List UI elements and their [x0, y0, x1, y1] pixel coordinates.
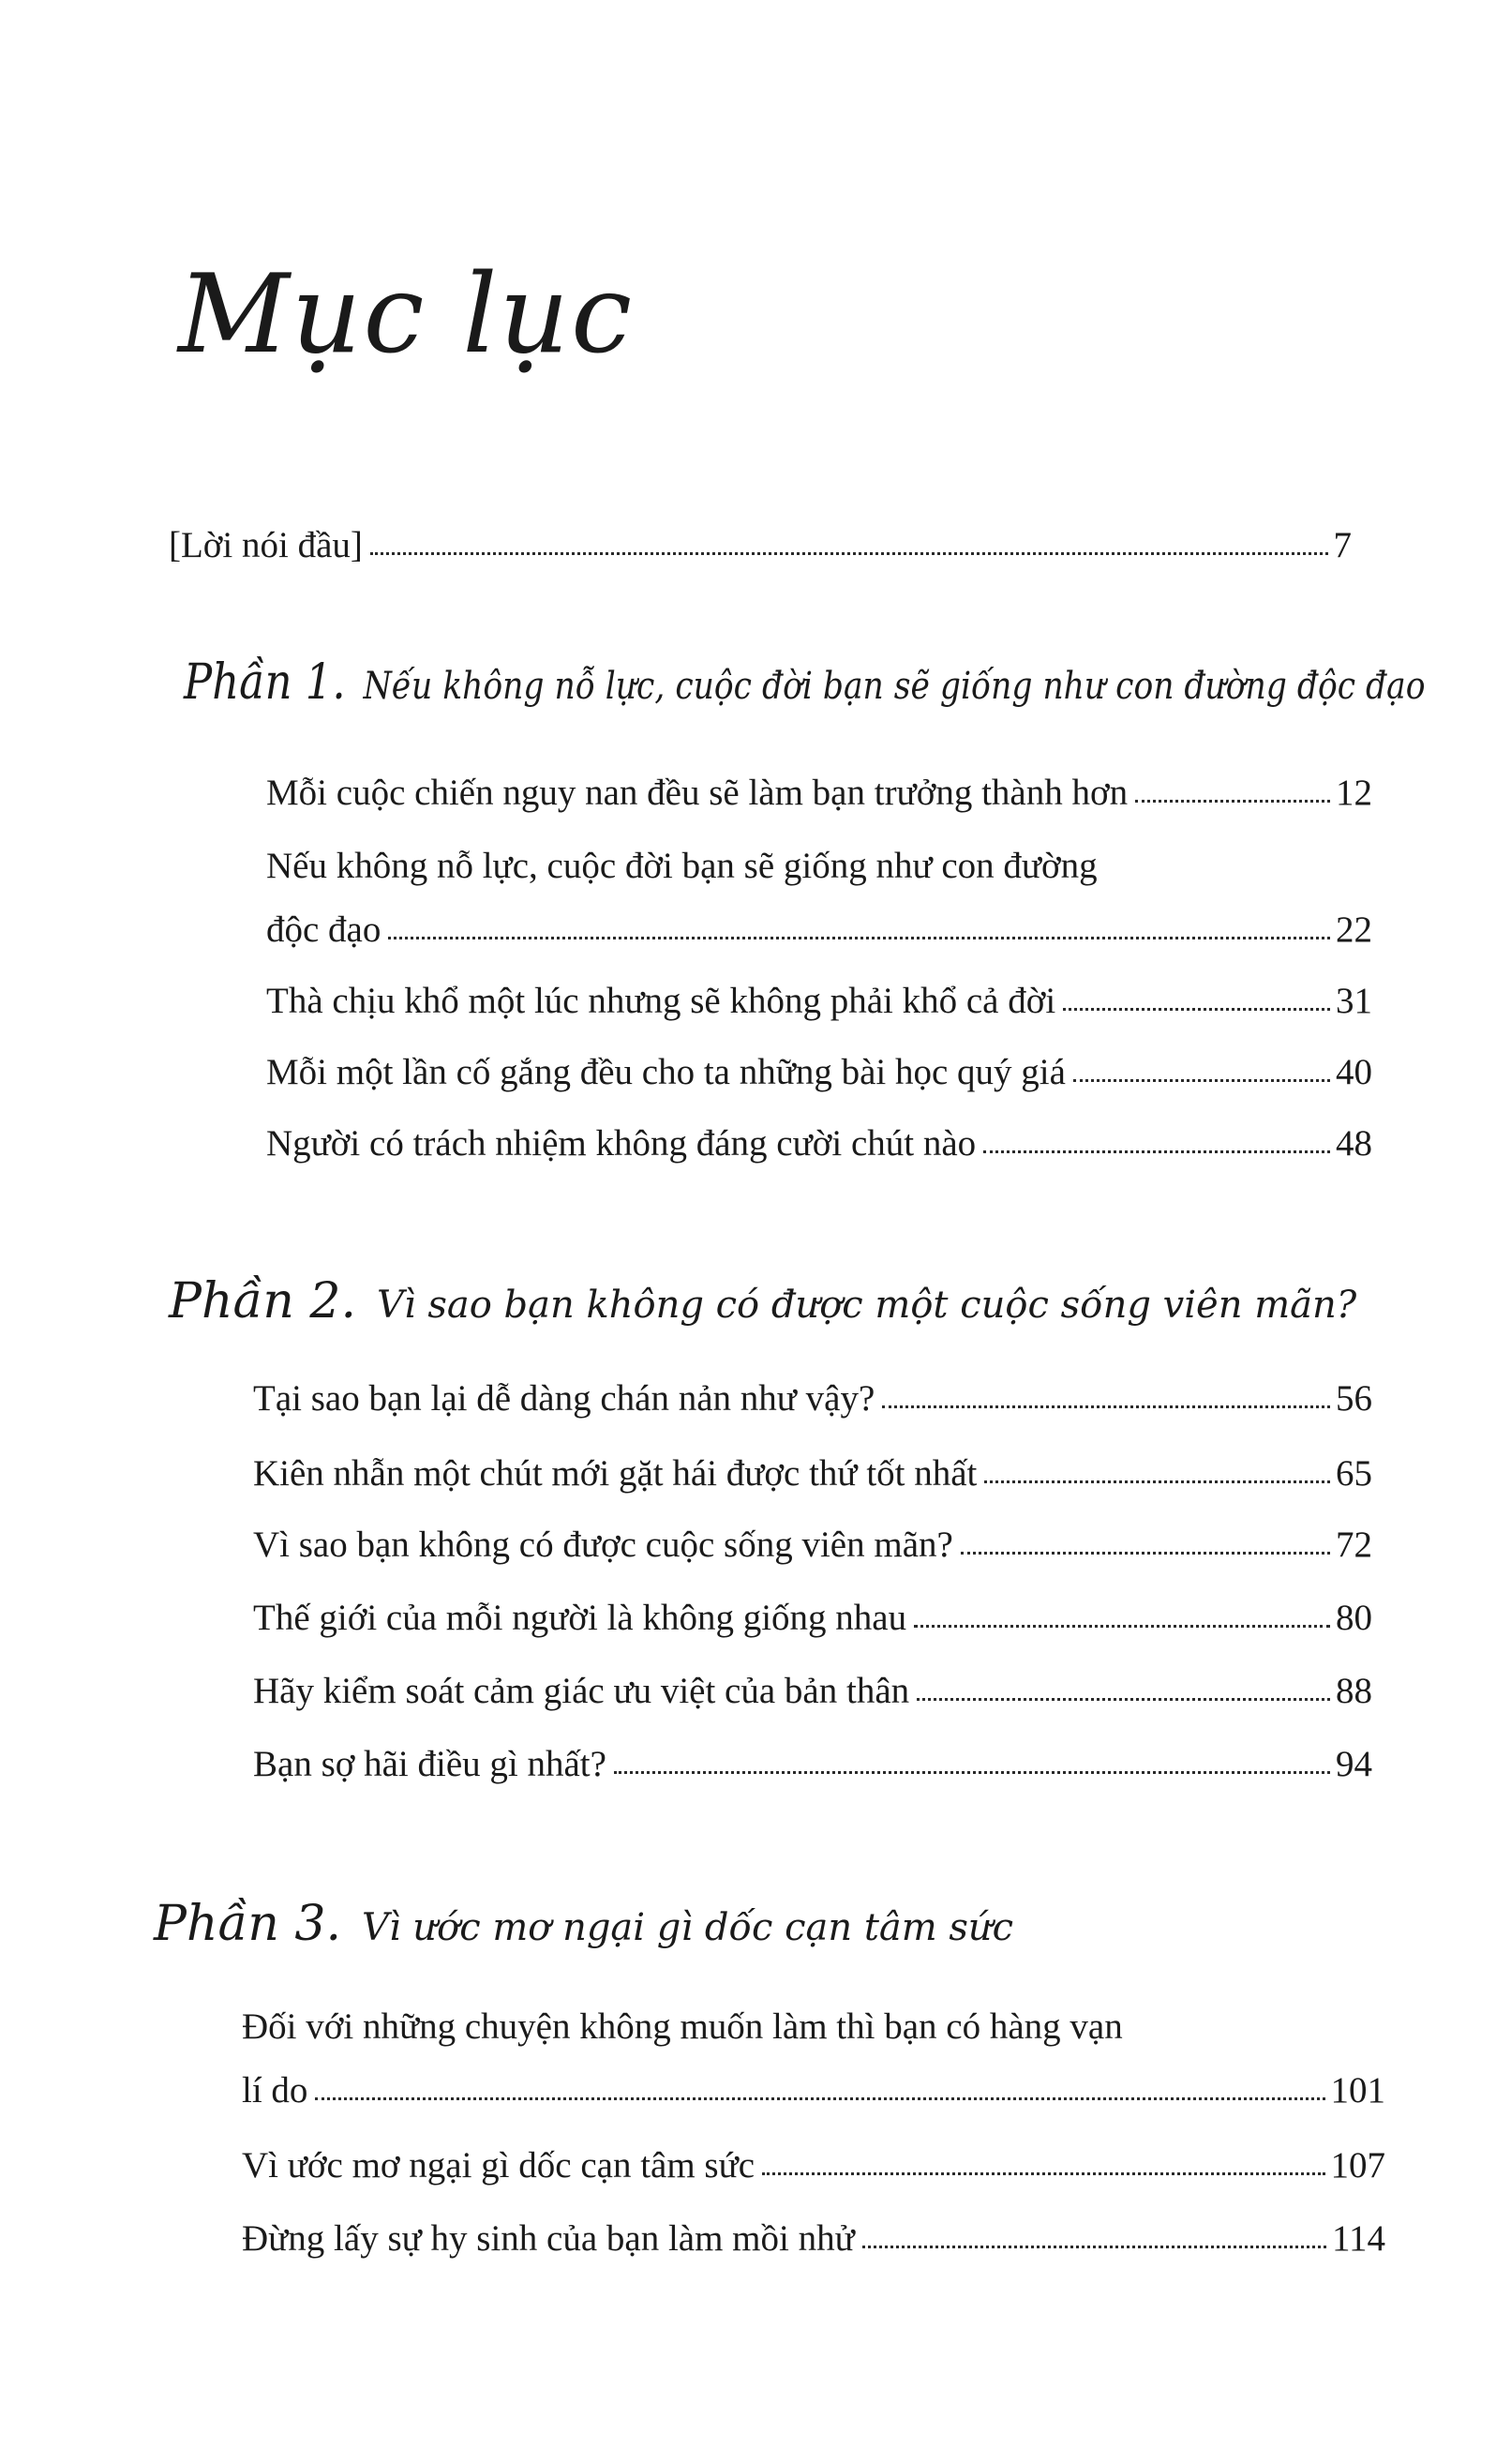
toc-entry[interactable] — [253, 1600, 1372, 1636]
dot-leader — [315, 2097, 1324, 2100]
toc-entry-title: [Lời nói đầu] — [169, 525, 363, 565]
dot-leader — [1063, 1008, 1330, 1011]
toc-entry-title: lí do — [242, 2070, 308, 2111]
toc-entry-title: Thế giới của mỗi người là không giống nhau — [253, 1598, 907, 1638]
toc-entry[interactable] — [242, 2220, 1385, 2257]
part-heading-1 — [184, 654, 1426, 711]
toc-entry-title: Hãy kiểm soát cảm giác ưu việt của bản thân — [253, 1671, 910, 1711]
part-title: Vì sao bạn không có được một cuộc sống viên mãn? — [376, 1284, 1357, 1327]
toc-page-number: 48 — [1336, 1123, 1372, 1164]
toc-page-number: 101 — [1330, 2070, 1385, 2111]
toc-entry[interactable] — [242, 2072, 1385, 2109]
toc-entry[interactable] — [266, 1125, 1372, 1162]
toc-entry[interactable] — [253, 1455, 1372, 1492]
toc-entry-title: Kiên nhẫn một chút mới gặt hái được thứ tốt nhất — [253, 1453, 978, 1494]
dot-leader — [370, 552, 1328, 555]
toc-page-number: 80 — [1336, 1598, 1372, 1638]
page-title: Mục lục — [178, 251, 635, 378]
toc-page-number: 56 — [1336, 1378, 1372, 1419]
toc-page-number: 65 — [1336, 1453, 1372, 1494]
toc-entry[interactable] — [266, 983, 1372, 1019]
dot-leader — [762, 2172, 1324, 2175]
part-label: Phần 1. — [184, 654, 346, 711]
dot-leader — [983, 1150, 1330, 1153]
toc-entry[interactable] — [253, 1673, 1372, 1709]
toc-page-number: 7 — [1333, 525, 1352, 565]
toc-entry-title: Vì sao bạn không có được cuộc sống viên mãn? — [253, 1525, 953, 1565]
part-title: Vì ước mơ ngại gì dốc cạn tâm sức — [361, 1906, 1014, 1949]
toc-entry-title: Mỗi một lần cố gắng đều cho ta những bài học quý giá — [266, 1052, 1066, 1092]
part-heading-2 — [169, 1273, 1357, 1330]
toc-entry-title-line1[interactable]: Đối với những chuyện không muốn làm thì bạn có hàng vạn — [242, 2006, 1123, 2047]
toc-entry-preface[interactable] — [169, 527, 1352, 563]
dot-leader — [862, 2246, 1326, 2248]
toc-entry[interactable] — [253, 1746, 1372, 1782]
toc-page-number: 88 — [1336, 1671, 1372, 1711]
toc-entry-title: độc đạo — [266, 909, 381, 950]
dot-leader — [984, 1480, 1330, 1483]
toc-entry[interactable] — [253, 1380, 1372, 1417]
toc-entry-title: Bạn sợ hãi điều gì nhất? — [253, 1744, 606, 1784]
toc-entry-title: Vì ước mơ ngại gì dốc cạn tâm sức — [242, 2145, 755, 2186]
toc-entry[interactable] — [253, 1526, 1372, 1563]
toc-page-number: 114 — [1331, 2218, 1385, 2259]
dot-leader — [882, 1405, 1330, 1408]
toc-entry[interactable] — [242, 2147, 1385, 2184]
toc-page-number: 107 — [1330, 2145, 1385, 2186]
toc-entry-title: Tại sao bạn lại dễ dàng chán nản như vậy? — [253, 1378, 875, 1419]
toc-entry-title: Đừng lấy sự hy sinh của bạn làm mồi nhử — [242, 2218, 855, 2259]
toc-entry-title: Người có trách nhiệm không đáng cười chút nào — [266, 1123, 977, 1164]
toc-entry[interactable] — [266, 774, 1372, 811]
toc-entry-title-line1[interactable]: Nếu không nỗ lực, cuộc đời bạn sẽ giống như con đường — [266, 846, 1098, 886]
toc-page-number: 12 — [1336, 773, 1372, 813]
dot-leader — [388, 937, 1330, 939]
dot-leader — [1135, 800, 1330, 803]
dot-leader — [614, 1771, 1330, 1774]
part-label: Phần 2. — [169, 1273, 356, 1330]
dot-leader — [917, 1698, 1330, 1701]
dot-leader — [1073, 1079, 1330, 1082]
dot-leader — [961, 1552, 1330, 1555]
part-title: Nếu không nỗ lực, cuộc đời bạn sẽ giống như con đường độc đạo — [363, 665, 1426, 708]
toc-page-number: 31 — [1336, 981, 1372, 1021]
dot-leader — [914, 1625, 1330, 1628]
toc-entry[interactable] — [266, 1054, 1372, 1090]
toc-page-number: 72 — [1336, 1525, 1372, 1565]
toc-page-number: 22 — [1336, 909, 1372, 950]
toc-page-number: 40 — [1336, 1052, 1372, 1092]
toc-page-number: 94 — [1336, 1744, 1372, 1784]
toc-entry-title: Mỗi cuộc chiến nguy nan đều sẽ làm bạn trưởng thành hơn — [266, 773, 1129, 813]
toc-entry[interactable] — [266, 911, 1372, 948]
part-label: Phần 3. — [154, 1896, 341, 1952]
toc-entry-title: Thà chịu khổ một lúc nhưng sẽ không phải khổ cả đời — [266, 981, 1056, 1021]
part-heading-3 — [154, 1896, 1014, 1952]
